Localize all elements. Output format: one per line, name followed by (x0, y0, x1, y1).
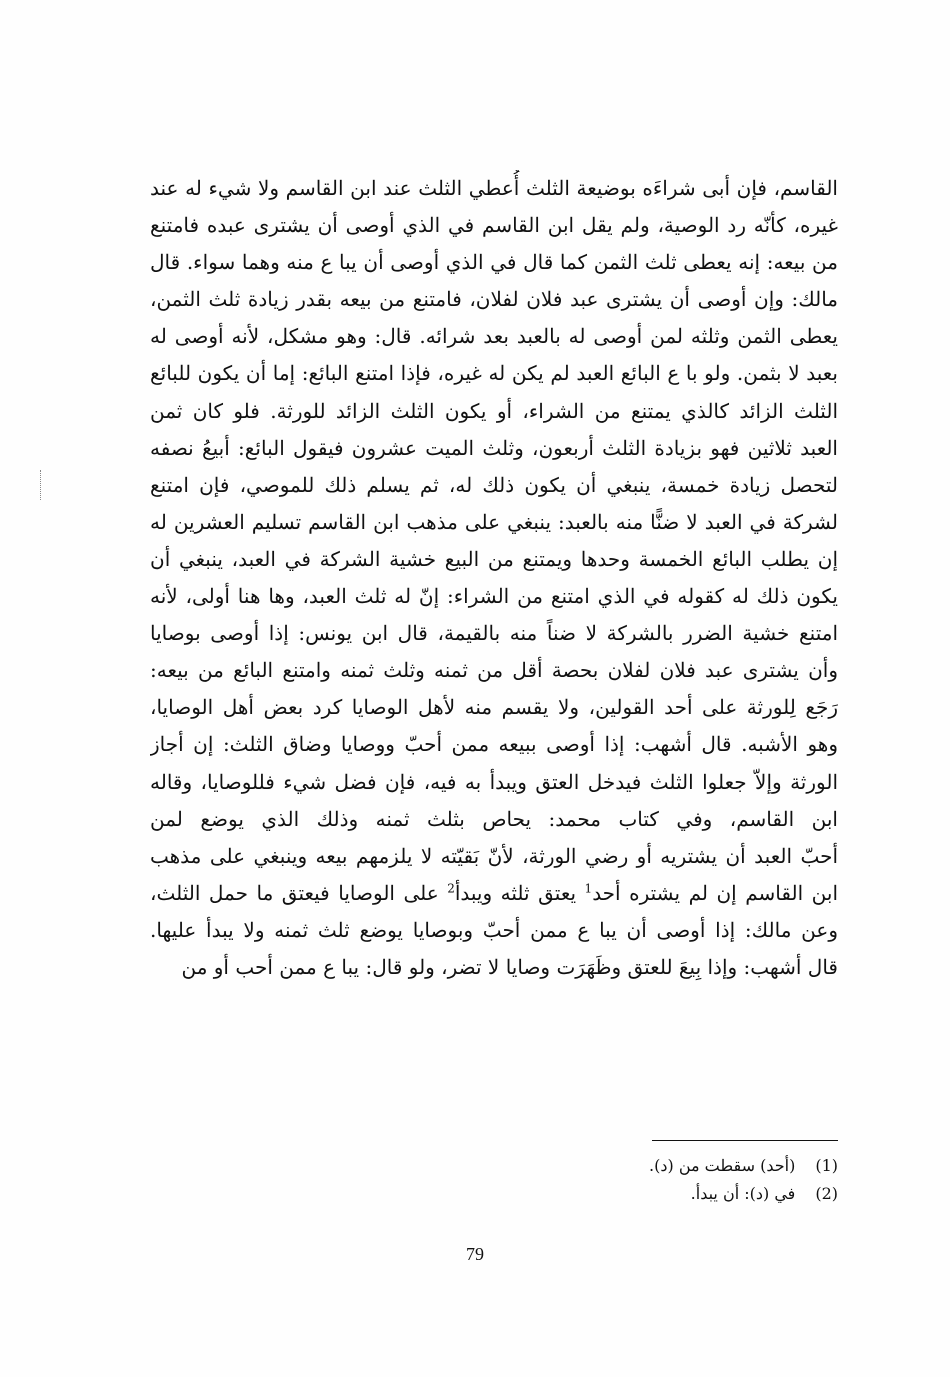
text-line: لتحصل زيادة خمسة، ينبغي أن يكون ذلك له، ثم يسلم ذلك للموصي، فإن امتنع (150, 472, 838, 497)
text-segment: ابن القاسم إن لم يشتره أحد (592, 880, 838, 905)
page-number: 79 (466, 1244, 484, 1264)
text-segment: على الوصايا فيعتق ما حمل الثلث، (150, 880, 448, 905)
footnote-separator (652, 1140, 838, 1141)
text-line: يعطى الثمن وثلثه لمن أوصى له بالعبد بعد شرائه. قال: وهو مشكل، لأنه أوصى له (150, 324, 838, 349)
text-line: لشركة في العبد لا ضنًّا منه بالعبد: ينبغي على مذهب ابن القاسم تسليم العشرين له (150, 509, 838, 534)
footnote-ref-1: 1 (584, 881, 593, 896)
text-line: العبد ثلاثين فهو بزيادة الثلث أربعون، وثلث الميت عشرون فيقول البائع: أبيعُ نصفه (150, 435, 838, 460)
text-line: الثلث الزائد كالذي يمتنع من الشراء، أو يكون الثلث الزائد للورثة. فلو كان ثمن (150, 398, 838, 423)
footnote-ref-2: 2 (447, 881, 455, 896)
text-line: الورثة وإلاّ جعلوا الثلث فيدخل العتق ويبدأ به فيه، فإن فضل شيء فللوصايا، وقاله (150, 769, 838, 794)
footnote-item (500, 1180, 838, 1208)
main-text (150, 170, 838, 986)
text-line: القاسم، فإن أبى شراءَه بوضيعة الثلث أُعطي الثلث عند ابن القاسم ولا شيء له عند (150, 176, 838, 200)
text-line: غيره، كأنّه رد الوصية، ولم يقل ابن القاسم في الذي أوصى أن يشترى عبده فامتنع (150, 213, 838, 238)
text-line: من بيعه: إنه يعطى ثلث الثمن كما قال في الذي أوصى أن يبا ع منه وهما سواء. قال (150, 250, 838, 275)
text-line: بعبد لا بثمن. ولو با ع البائع العبد لم يكن له غيره، فإذا امتنع البائع: إما أن يكون للبائع (150, 361, 838, 386)
text-line: إن يطلب البائع الخمسة وحدها ويمتنع من البيع خشية الشركة في العبد، ينبغي أن (150, 546, 838, 571)
footnote-item (500, 1152, 838, 1180)
text-line: يكون ذلك له كقوله في الذي امتنع من الشراء: إنّ له ثلث العبد، وها هنا أولى، لأنه (150, 584, 838, 609)
text-line: رَجَع لِلورثة على أحد القولين، ولا يقسم منه لأهل الوصايا كرد بعض أهل الوصايا، (150, 695, 838, 720)
text-line: وعن مالك: إذا أوصى أن يبا ع ممن أحبّ وبوصايا يوضع ثلث ثمنه ولا يبدأ عليها. (150, 917, 838, 942)
margin-mark (40, 470, 44, 500)
footnote-text: (أحد) سقطت من (د). (649, 1156, 796, 1175)
footnotes (500, 1152, 838, 1208)
text-line: أحبّ العبد أن يشتريه أو رضي الورثة، لأنّ بَقيّته لا يلزمهم بيعه وينبغي على مذهب (150, 843, 838, 868)
footnote-number: (1) (815, 1156, 838, 1175)
text-line: قال أشهب: وإذا بِيعَ للعتق وظَهَرَت وصايا لا تضر، ولو قال: يبا ع ممن أحب أو من (181, 954, 838, 979)
text-segment: يعتق ثلثه ويبدأ (454, 880, 585, 905)
text-line: وهو الأشبه. قال أشهب: إذا أوصى ببيعه ممن أحبّ ووصايا وضاق الثلث: إن أجاز (150, 732, 838, 757)
text-line: امتنع خشية الضرر بالشركة لا ضناً منه بالقيمة، قال ابن يونس: إذا أوصى بوصايا (150, 621, 838, 646)
text-line: وأن يشترى عبد فلان لفلان بحصة أقل من ثمنه وثلث ثمنه وامتنع البائع من بيعه: (150, 658, 838, 683)
text-line-with-footnote-refs (150, 875, 838, 912)
footnote-number: (2) (815, 1184, 838, 1203)
text-line: ابن القاسم، وفي كتاب محمد: يحاص بثلث ثمنه وذلك الذي يوضع لمن (150, 806, 838, 831)
footnote-text: في (د): أن يبدأ. (690, 1184, 796, 1203)
text-line: مالك: وإن أوصى أن يشترى عبد فلان لفلان، فامتنع من بيعه بقدر زيادة ثلث الثمن، (150, 287, 838, 312)
